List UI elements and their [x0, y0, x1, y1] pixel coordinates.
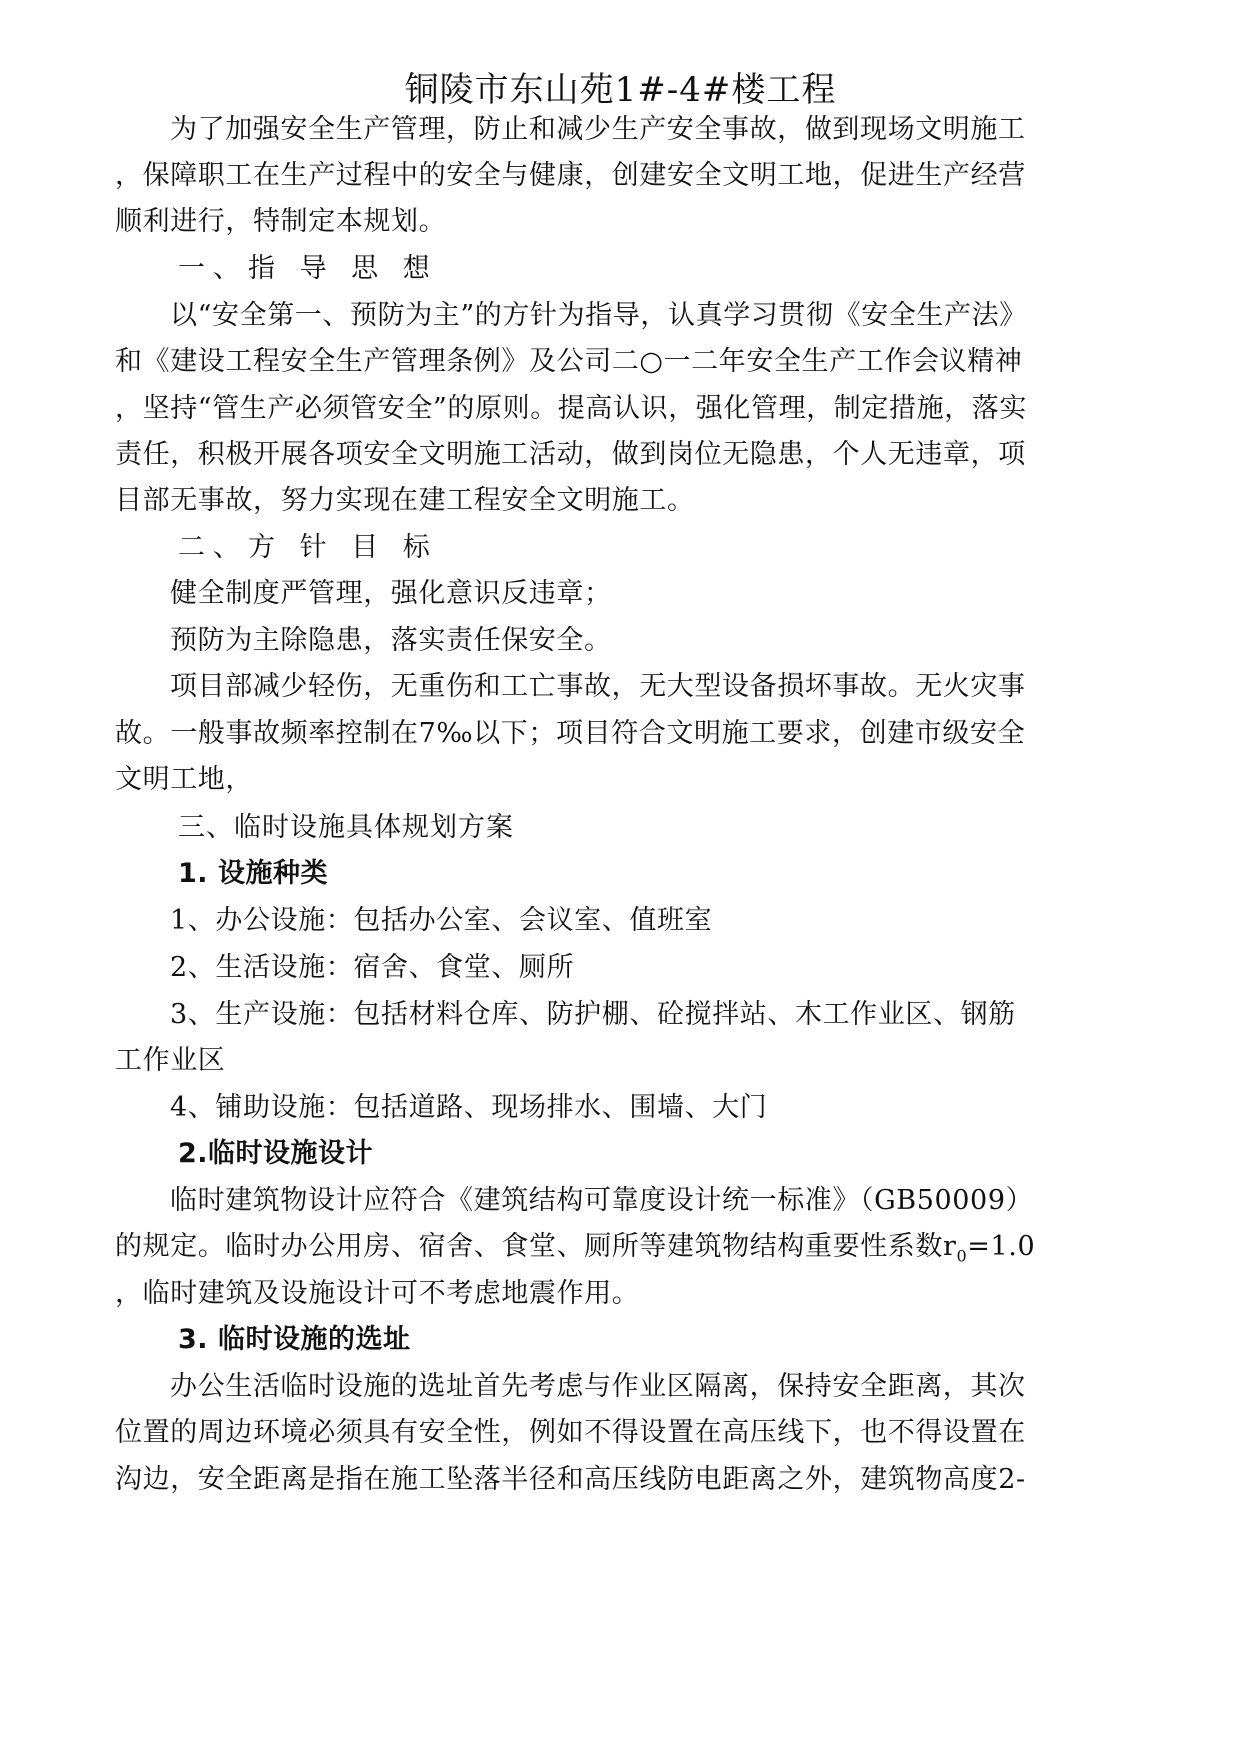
- paragraph-line: 预防为主除隐患，落实责任保安全。: [170, 625, 612, 656]
- paragraph-line: ，临时建筑及设施设计可不考虑地震作用。: [115, 1278, 640, 1309]
- subsection-heading-facility-types: 1. 设施种类: [178, 858, 328, 889]
- paragraph-line: 临时建筑物设计应符合《建筑结构可靠度设计统一标准》（GB50009）: [170, 1185, 1034, 1216]
- paragraph-line: 责任，积极开展各项安全文明施工活动，做到岗位无隐患，个人无违章，项: [115, 439, 1026, 470]
- paragraph-line: 健全制度严管理，强化意识反违章；: [170, 578, 612, 609]
- list-item: 4、铺助设施：包括道路、现场排水、围墙、大门: [170, 1092, 768, 1123]
- paragraph-line: 目部无事故，努力实现在建工程安全文明施工。: [115, 485, 695, 516]
- subsection-heading-facility-design: 2.临时设施设计: [178, 1138, 374, 1169]
- list-item: 2、生活设施：宿舍、食堂、厕所: [170, 952, 575, 983]
- paragraph-line-with-subscript: [115, 1227, 1035, 1276]
- paragraph-line: 和《建设工程安全生产管理条例》及公司二○一二年安全生产工作会议精神: [115, 346, 1023, 377]
- document-title: 铜陵市东山苑1#-4#楼工程: [404, 70, 837, 110]
- section-heading-guiding-ideology: 一、指 导 思 想: [178, 253, 438, 284]
- paragraph-line: 文明工地，: [115, 764, 253, 795]
- paragraph-line: 以“安全第一、预防为主”的方针为指导，认真学习贯彻《安全生产法》: [170, 300, 1027, 331]
- section-heading-policy-goals: 二、方 针 目 标: [178, 532, 438, 563]
- intro-line: 顺利进行，特制定本规划。: [115, 206, 447, 237]
- paragraph-line: ，坚持“管生产必须管安全”的原则。提高认识，强化管理，制定措施，落实: [115, 393, 1028, 424]
- paragraph-line: 位置的周边环境必须具有安全性，例如不得设置在高压线下，也不得设置在: [115, 1417, 1026, 1448]
- paragraph-line: 项目部减少轻伤，无重伤和工亡事故，无大型设备损坏事故。无火灾事: [170, 671, 1026, 702]
- subscript-text: 0: [956, 1246, 968, 1266]
- list-item: 1、办公设施：包括办公室、会议室、值班室: [170, 905, 713, 936]
- intro-line: ，保障职工在生产过程中的安全与健康，创建安全文明工地，促进生产经营: [115, 160, 1026, 191]
- section-heading-temporary-facilities: 三、临时设施具体规划方案: [178, 812, 514, 843]
- paragraph-line: 故。一般事故频率控制在7‰以下；项目符合文明施工要求，创建市级安全: [115, 718, 1026, 749]
- paragraph-line: 沟边，安全距离是指在施工坠落半径和高压线防电距离之外，建筑物高度2-: [115, 1464, 1026, 1495]
- paragraph-text: 的规定。临时办公用房、宿舍、食堂、厕所等建筑物结构重要性系数r: [115, 1231, 957, 1262]
- intro-line: 为了加强安全生产管理，防止和减少生产安全事故，做到现场文明施工: [170, 114, 1026, 145]
- subsection-heading-site-selection: 3. 临时设施的选址: [178, 1324, 411, 1355]
- paragraph-line: 办公生活临时设施的选址首先考虑与作业区隔离，保持安全距离，其次: [170, 1371, 1026, 1402]
- list-item-continuation: 工作业区: [115, 1045, 226, 1076]
- list-item: 3、生产设施：包括材料仓库、防护棚、砼搅拌站、木工作业区、钢筋: [170, 999, 1016, 1030]
- paragraph-text: =1.0: [967, 1231, 1036, 1262]
